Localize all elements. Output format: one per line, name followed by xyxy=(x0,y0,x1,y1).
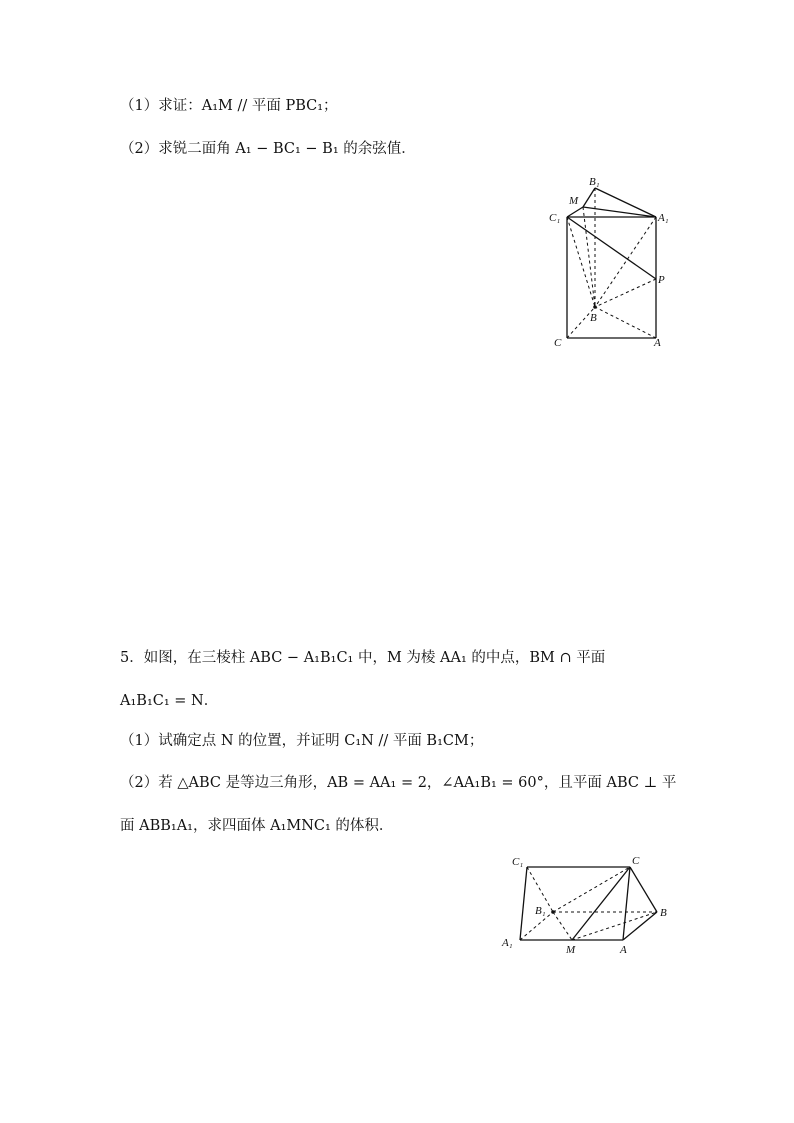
edge-m-b xyxy=(583,207,595,307)
edge-c-a xyxy=(623,867,630,940)
problem5-stem-line2: A₁B₁C₁ = N． xyxy=(120,693,219,709)
label-m: M xyxy=(566,944,576,956)
problem5-part1: （1）试确定点 N 的位置，并证明 C₁N // 平面 B₁CM； xyxy=(120,733,484,749)
label-a: A xyxy=(654,337,661,349)
problem5-part2-line1: （2）若 △ABC 是等边三角形，AB = AA₁ = 2，∠AA₁B₁ = 60°，且平面 ABC ⊥ 平 xyxy=(120,775,677,791)
problem4-part2: （2）求锐二面角 A₁ − BC₁ − B₁ 的余弦值． xyxy=(120,141,416,157)
edge-a1-b xyxy=(595,217,656,307)
problem4-figure xyxy=(545,172,680,354)
label-b: B xyxy=(590,312,597,324)
label-b1: B₁ xyxy=(589,176,600,188)
label-a: A xyxy=(620,944,627,956)
edge-b1-c xyxy=(553,867,630,912)
label-a1: A₁ xyxy=(502,937,513,949)
point-b1 xyxy=(551,910,555,914)
problem5-stem-line1: 5．如图，在三棱柱 ABC − A₁B₁C₁ 中，M 为棱 AA₁ 的中点，BM ∩ 平面 xyxy=(120,650,606,666)
label-c: C xyxy=(554,337,562,349)
label-p: P xyxy=(658,274,665,286)
edge-c1-p xyxy=(567,217,656,279)
edge-m-b xyxy=(572,912,657,940)
problem4-part1: （1）求证：A₁M // 平面 PBC₁； xyxy=(120,98,338,114)
edge-c1-b xyxy=(567,217,595,307)
label-m: M xyxy=(569,195,579,207)
label-c1: C₁ xyxy=(512,856,524,868)
edge-c1-a1 xyxy=(520,867,527,940)
edge-a-b xyxy=(595,307,656,338)
problem5-part2-line2: 面 ABB₁A₁，求四面体 A₁MNC₁ 的体积． xyxy=(120,818,394,834)
label-a1: A₁ xyxy=(658,212,669,224)
edge-a-b xyxy=(623,912,657,940)
edge-c-b xyxy=(630,867,657,912)
label-b1: B₁ xyxy=(535,905,546,917)
edge-b1-m xyxy=(553,912,572,940)
label-c: C xyxy=(632,855,640,867)
edge-m-b1 xyxy=(583,188,595,207)
problem5-figure xyxy=(498,850,688,958)
point-b xyxy=(593,305,597,309)
edge-c1-m xyxy=(567,207,583,217)
label-c1: C₁ xyxy=(549,212,561,224)
edge-c-m xyxy=(572,867,630,940)
label-b: B xyxy=(660,907,667,919)
